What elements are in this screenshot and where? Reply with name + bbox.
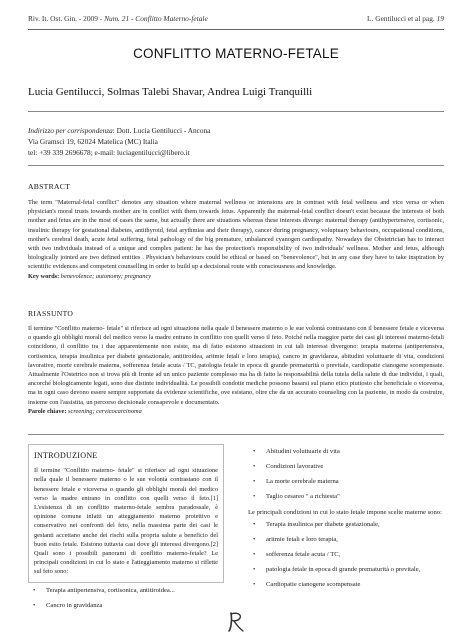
- abstract-text: The term "Maternal-fetal conflict" denotes any situation where maternal wellness or intensions are in contrast with fetal wellness and vice versa or when physician's moral trusts towards mother are in conflict with them towards fetus. Apparently the maternal-fetal conflict doesn't exist because the interests of both mother and fetus are in the most of cases the same, but actually there are situations whereas these interests diverge: maternal therapy (antihypertensive, cortisonic, insulinic therapy for gestational diabetes, antithyroid, fetal arythmias and their therapy), cancer during pregnancy, voluptuary behaviours, occupational conditions, mother's cerebral death, acute fetal suffering, fetal pathology of the big premature, unbalanced cyanogen cardiopathy. Nowadays the Obstetrician has to interact with two individuals instead of a unique and complex patient: he has the protection's responsibility of two individuals' wellness. Mother and fetus, although biologically jointed are two defined entities . Physician's behaviours could be ethical or based on "benevolence", but in any case they have to take inspiration by scientific evidences and competent counselling in order to build up a decisional route with consciousness and knowledge.: [28, 199, 444, 271]
- journal-name: Riv. It. Ost. Gin. - 2009 -: [28, 14, 105, 23]
- abstract-body: [28, 198, 444, 281]
- page-number: 19: [436, 14, 444, 23]
- correspondence-block: [28, 126, 210, 158]
- divider: [28, 434, 444, 435]
- riassunto-body: [28, 324, 444, 416]
- bullet-dot-icon: •: [33, 586, 36, 594]
- list-item: • patologia fetale in epoca di grande prematurità o previtale,: [253, 566, 421, 573]
- parole-chiave-list: screening; cervicocarcinoma: [66, 407, 142, 415]
- bullet-dot-icon: •: [253, 536, 256, 543]
- list-item: • La morte cerebrale materna: [253, 478, 339, 485]
- list-item: • Terapia insulinica per diabete gestazionale,: [253, 521, 380, 528]
- journal-citation: [28, 14, 208, 23]
- left-bullet-list: [28, 586, 224, 611]
- bullet-dot-icon: •: [253, 463, 256, 470]
- introduction-text: Il termine "Conflitto materno- fetale" si riferisce ad ogni situazione nella quale il benessere materno o le sue volontà contrastano con il benessere fetale e viceversa o quando gli obblighi morali del medico verso la madre entrano in conflitto con quelli verso il feto.[1] L'esistenza di un conflitto materno-fetale sembra paradossale, è opinione comune infatti un atteggiamento materno protettivo e conservativo nei confronti del feto, nella massima parte dei casi le gestanti accettano anche dei rischi sulla propria salute a beneficio del buon esito fetale. Esistono tuttavia casi dove gli interessi divergono.[2] Quali sono i possibili panorami di conflitto materno-fetale? Le principali condizioni in cui lo stato e l'atteggiamento materno si riflette sul feto sono:: [34, 467, 218, 576]
- divider: [28, 165, 444, 166]
- introduction-box: [28, 444, 224, 583]
- author-list: Lucia Gentilucci, Solmas Talebi Shavar, Andrea Luigi Tranquilli: [28, 86, 313, 98]
- correspondence-name: : Dott. Lucia Gentilucci - Ancona: [112, 126, 211, 135]
- author-page: [367, 14, 444, 23]
- correspondence-address: Via Gramsci 19, 62024 Matelica (MC) Italia: [28, 136, 158, 146]
- list-item: • Cardiopatie cianogene scompensate: [253, 581, 361, 588]
- bullet-dot-icon: •: [253, 551, 256, 558]
- list-item: • aritmie fetali e loro terapia,: [253, 536, 338, 543]
- list-item: • sofferenza fetale acuta / TC,: [253, 551, 341, 558]
- correspondence-label: Indirizzo per corrispondenza: [28, 126, 113, 135]
- right-column: [248, 444, 444, 595]
- publisher-logo-icon: [226, 611, 246, 633]
- introduction-heading: INTRODUZIONE: [34, 451, 98, 460]
- bullet-dot-icon: •: [33, 601, 36, 609]
- list-item: • Condizioni lavorative: [253, 463, 324, 470]
- correspondence-contacts: tel: +39 339 2696678; e-mail: luciagentilucci@libero.it: [28, 147, 190, 157]
- running-header: [28, 14, 444, 26]
- issue-title: Num. 21 - Conflitto Materno-fetale: [104, 14, 208, 23]
- list-item: • Terapia antipertensiva, cortisonica, antitiroidea...: [33, 586, 175, 594]
- keywords-list: benevolence; autonomy; pregnancy: [59, 272, 152, 280]
- list-item: • Cancro in gravidanza: [33, 601, 103, 609]
- bullet-dot-icon: •: [253, 478, 256, 485]
- header-rule: [28, 29, 444, 30]
- divider: [28, 111, 444, 112]
- abstract-heading: ABSTRACT: [28, 182, 71, 191]
- keywords-label: Key words:: [28, 272, 60, 280]
- right-bullet-list-a: [248, 447, 444, 502]
- bullet-dot-icon: •: [253, 493, 256, 500]
- left-column: [28, 444, 224, 616]
- bullet-dot-icon: •: [253, 448, 256, 455]
- bullet-dot-icon: •: [253, 581, 256, 588]
- bullet-dot-icon: •: [253, 521, 256, 528]
- list-item: • Taglio cesareo " a richiesta": [253, 493, 340, 500]
- correspondence-line-1: [28, 126, 210, 137]
- riassunto-heading: RIASSUNTO: [28, 309, 74, 318]
- riassunto-text: Il termine "Conflitto materno- fetale" si riferisce ad ogni situazione nella quale il benessere materno o le sue volontà contrastano con il benessere fetale e viceversa o quando gli obblighi morali del medico verso la madre entrano in conflitto con quelli verso il feto. Poiché nella maggior parte dei casi gli interessi materno-fetali coincidono, il conflitto tra i due apparentemente non esiste, ma di fatto esistono situazioni in cui tali interessi divergono: terapia materna (antipertensiva, cortisonica, terapia insulinica per diabete gestazionale, antitiroidea, aritmie fetali e loro terapia), cancro in gravidanza, abitudini voluttuarie di vita, condizioni lavorative, morte cerebrale materna, sofferenza fetale acuta / TC, patologia fetale in epoca di grande prematurità o previtale, cardiopatie cianogene scompensate. Attualmente l'Ostetrico non si trova più di fronte ad un unico paziente complesso ma ha di fatto la responsabilità della tutela della salute di due individui, i quali, ancorché biologicamente legati, sono due distinte individualità. Le possibili condotte mediche possono basarsi sul piano etico piuttosto che beneficiale o viceversa, ma in ogni caso devono essere sempre supportate da evidenze scientifiche, ove esistano, oltre che da un accurato counseling con la paziente, in modo da costruire, insieme con l'assistita, un percorso decisionale consapevole e documentato.: [28, 325, 444, 406]
- parole-chiave-label: Parole chiave:: [28, 407, 67, 415]
- list-item: • Abitudini voluttuarie di vita: [253, 448, 340, 455]
- fetal-conditions-intro: Le principali condizioni in cui lo stato fetale impone scelte materne sono:: [248, 508, 442, 516]
- right-bullet-list-b: [248, 520, 444, 590]
- article-title: CONFLITTO MATERNO-FETALE: [133, 46, 339, 61]
- author-short: L. Gentilucci et al pag.: [367, 14, 437, 23]
- bullet-dot-icon: •: [253, 566, 256, 573]
